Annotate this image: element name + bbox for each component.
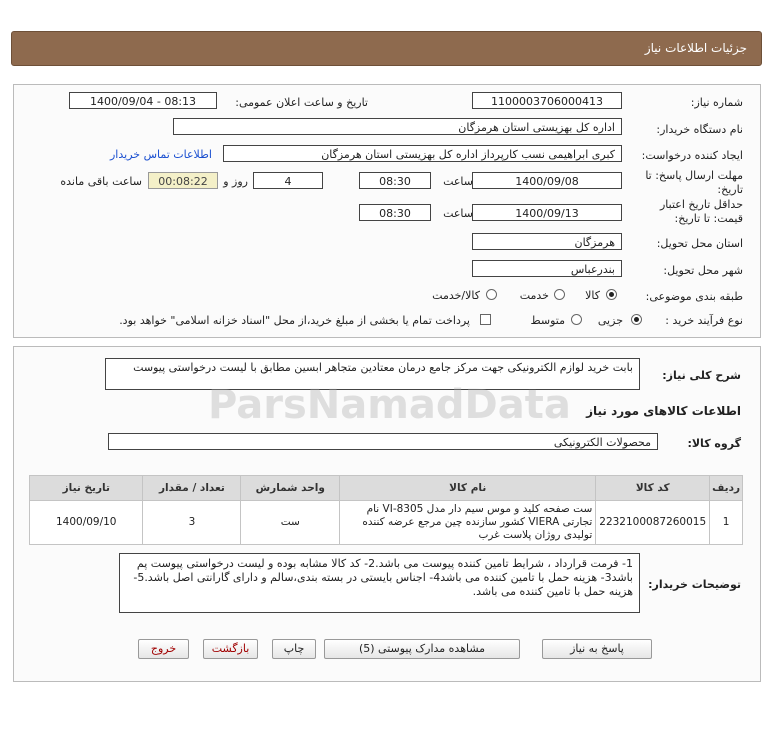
reply-button[interactable]: پاسخ به نیاز [542,639,652,659]
validity-time-field: 08:30 [359,204,431,221]
announce-datetime-field: 1400/09/04 - 08:13 [69,92,217,109]
reply-time-field: 08:30 [359,172,431,189]
city-field: بندرعباس [472,260,622,277]
category-goods-radio[interactable] [606,289,617,300]
category-service-radio[interactable] [554,289,565,300]
purchase-minor-label: جزیی [597,314,623,327]
view-attachments-button[interactable]: مشاهده مدارک پیوستی (5) [324,639,520,659]
watermark-brand: ParsNamadData [208,382,571,428]
reply-date-field: 1400/09/08 [472,172,622,189]
category-both-label: کالا/خدمت [432,289,480,302]
reply-deadline-label-2: تاریخ: [717,183,743,196]
row-index-cell: 1 [710,501,743,545]
row-unit-cell: ست [241,501,340,545]
city-label: شهر محل تحویل: [663,264,743,277]
category-both-radio[interactable] [486,289,497,300]
validity-label-2: قیمت: تا تاریخ: [674,212,743,225]
province-label: استان محل تحویل: [656,237,743,250]
treasury-payment-note: پرداخت تمام یا بخشی از مبلغ خرید،از محل "اسناد خزانه اسلامی" خواهد بود. [119,314,470,327]
category-service-label: خدمت [519,289,549,302]
print-button[interactable]: چاپ [272,639,316,659]
announce-label: تاریخ و ساعت اعلان عمومی: [235,96,368,109]
col-date-header: تاریخ نیاز [30,476,143,501]
row-date-cell: 1400/09/10 [30,501,143,545]
table-row [30,501,743,545]
purchase-minor-radio[interactable] [631,314,642,325]
need-number-field: 1100003706000413 [472,92,622,109]
creator-field: کبری ابراهیمی نسب کارپرداز اداره کل بهزیستی استان هرمزگان [223,145,622,162]
province-field: هرمزگان [472,233,622,250]
page-title: جزئیات اطلاعات نیاز [644,41,747,55]
category-label: طبقه بندی موضوعی: [645,290,743,303]
buyer-notes-label: توضیحات خریدار: [648,578,741,591]
remaining-time-label: ساعت باقی مانده [60,175,142,188]
page-header [11,31,762,66]
validity-time-label: ساعت [443,207,473,220]
validity-label-1: حداقل تاریخ اعتبار [659,198,743,211]
purchase-type-label: نوع فرآیند خرید : [665,314,743,327]
summary-field: بابت خرید لوازم الکترونیکی جهت مرکز جامع درمان معتادین متجاهر ابسین مطابق با لیست درخواستی پیوست [105,358,640,390]
row-qty-cell: 3 [143,501,241,545]
category-goods-label: کالا [585,289,600,302]
buyer-org-label: نام دستگاه خریدار: [656,123,743,136]
buyer-notes-field: 1- فرمت قرارداد ، شرایط تامین کننده پیوست می باشد.2- کد کالا مشابه بوده و لیست درخواستی پیوست پم باشد3- هزینه حمل با تامین کننده می باشد4- اجناس بایستی در بسته بندی،سالم و دارای گارانتی اصل باشد.5- هزینه حمل با تامین کننده می باشد. [119,553,640,613]
goods-table [29,475,743,545]
purchase-medium-radio[interactable] [571,314,582,325]
days-field: 4 [253,172,323,189]
purchase-medium-label: متوسط [530,314,565,327]
col-index-header: ردیف [710,476,743,501]
buyer-org-field: اداره کل بهزیستی استان هرمزگان [173,118,622,135]
days-label: روز و [223,175,248,188]
creator-label: ایجاد کننده درخواست: [641,149,743,162]
reply-time-label: ساعت [443,175,473,188]
exit-button[interactable]: خروج [138,639,189,659]
validity-date-field: 1400/09/13 [472,204,622,221]
goods-group-field: محصولات الکترونیکی [108,433,658,450]
remaining-time-field: 00:08:22 [148,172,218,189]
summary-label: شرح کلی نیاز: [662,369,741,382]
reply-deadline-label-1: مهلت ارسال پاسخ: تا [645,169,743,182]
row-name-cell: ست صفحه کلید و موس سیم دار مدل VI-8305 نام تجارتی VIERA کشور سازنده چین مرجع عرضه کننده تولیدی روژان پلاست غرب [340,501,596,545]
treasury-payment-checkbox[interactable] [480,314,491,325]
col-name-header: نام کالا [340,476,596,501]
back-button[interactable]: بازگشت [203,639,258,659]
need-number-label: شماره نیاز: [690,96,743,109]
row-code-cell: 2232100087260015 [596,501,710,545]
col-code-header: کد کالا [596,476,710,501]
goods-group-label: گروه کالا: [687,437,741,450]
col-qty-header: تعداد / مقدار [143,476,241,501]
col-unit-header: واحد شمارش [241,476,340,501]
buyer-contact-link[interactable]: اطلاعات تماس خریدار [110,148,212,161]
goods-section-title: اطلاعات کالاهای مورد نیاز [586,404,741,418]
